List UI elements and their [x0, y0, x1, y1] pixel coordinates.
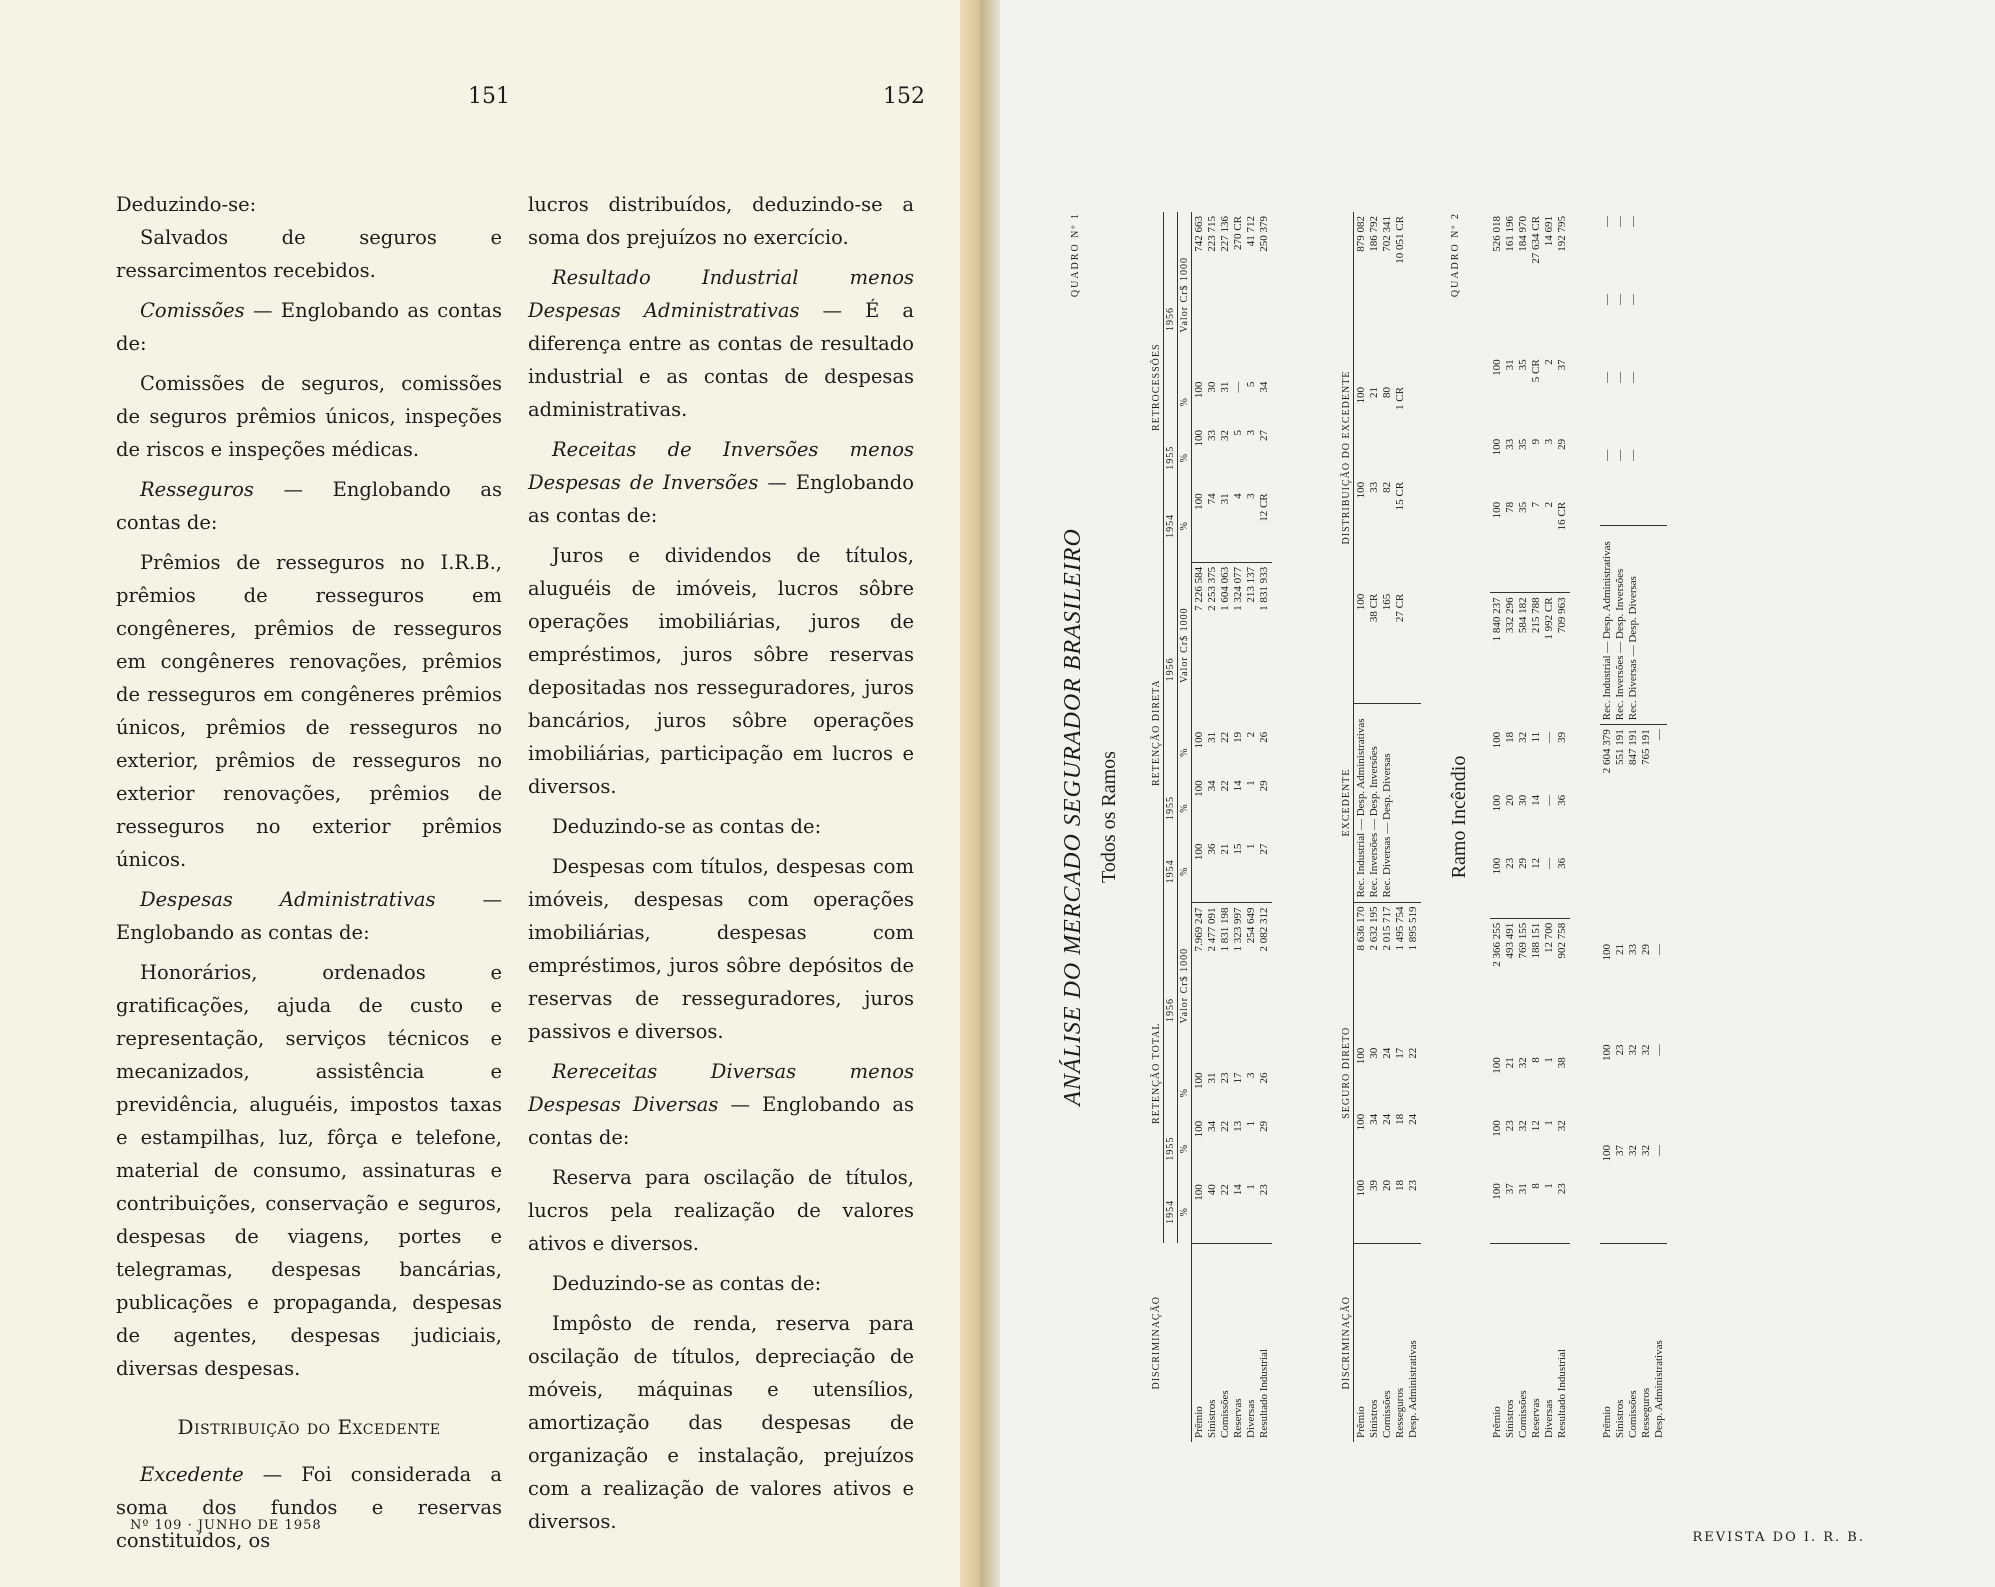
- journal-footer: REVISTA DO I. R. B.: [1692, 1530, 1865, 1545]
- page-number-152: 152: [883, 84, 925, 109]
- unit-header: %: [1178, 378, 1192, 426]
- data-column: — — —: [1601, 216, 1639, 227]
- term: Rereceitas Diversas menos Despesas Diversas: [528, 1060, 914, 1116]
- unit-header: %: [1178, 1180, 1192, 1243]
- data-column: 100 21 80 1 CR: [1355, 387, 1406, 410]
- data-column: — — —: [1601, 371, 1639, 383]
- data-column: 100 74 31 4 3 12 CR: [1192, 489, 1273, 562]
- paragraph: Deduzindo-se as contas de:: [552, 1272, 822, 1295]
- row-labels: Prêmio Sinistros Comissões Reservas Diversas Resultado Industrial: [1193, 1349, 1270, 1438]
- unit-header: %: [1178, 426, 1192, 489]
- paragraph: Salvados de seguros e ressarcimentos recebidos.: [116, 226, 502, 282]
- header-retencao-total: RETENÇÃO TOTAL: [1150, 903, 1164, 1244]
- paragraph: [116, 294, 502, 360]
- term: Comissões: [140, 299, 245, 322]
- data-column: 100 21 33 29 —: [1601, 944, 1665, 961]
- section-heading: Distribuição do Excedente: [177, 1415, 441, 1439]
- paragraph: Deduzindo-se:: [116, 193, 257, 216]
- data-column: 100 31 23 17 3 26: [1193, 1072, 1270, 1089]
- quadro-2-main-table: [1490, 212, 1570, 1442]
- term: Resseguros: [140, 478, 254, 501]
- data-column: 100 31 35 5 CR 2 37: [1491, 359, 1568, 383]
- paragraph: Honorários, ordenados e gratificações, ajuda de custo e representação, serviços técnicos e mecanizados, assistência e previdência, aluguéis, impostos taxas e estampilhas, luz, fôrça e telefone, material de consumo, assinaturas e contribuições, conservação e seguros, despesas de viagens, portes e telegramas, despesas bancárias, publicações e propaganda, despesas de agentes, despesas judiciais, diversas despesas.: [116, 961, 502, 1380]
- data-column: 879 082 186 792 702 341 10 051 CR: [1355, 216, 1406, 264]
- rotated-tables: [1040, 182, 1880, 1452]
- page-number-151: 151: [468, 84, 510, 109]
- year-header: 1956: [1164, 562, 1178, 776]
- paragraph: [116, 473, 502, 539]
- data-column: 100 33 35 9 3 29: [1491, 438, 1568, 456]
- data-column: 7 226 584 2 253 375 1 604 063 1 324 077 213 137 1 831 933: [1193, 566, 1270, 611]
- row-labels: Prêmio Sinistros Comissões Reservas Diversas Resultado Industrial: [1491, 1349, 1568, 1438]
- data-column: — — —: [1600, 446, 1667, 526]
- header-discriminacao: DISCRIMINAÇÃO: [1150, 1244, 1192, 1443]
- year-header: 1954: [1164, 840, 1178, 903]
- data-column: 100 34 24 18 24: [1355, 1113, 1419, 1131]
- data-column: 100 40 22 14 1 23: [1192, 1180, 1273, 1243]
- paragraph: Impôsto de renda, reserva para oscilação de títulos, depreciação de móveis, máquinas e utensílios, amortização das despesas de organização e instalação, prejuízos com a realização de valores ativos e diversos.: [528, 1312, 914, 1533]
- data-column: 100 30 24 17 22: [1355, 1047, 1419, 1065]
- data-column: 100 78 35 7 2 16 CR: [1490, 498, 1570, 593]
- unit-header: Valor Cr$ 1000: [1178, 562, 1192, 728]
- definition: — Englobando as contas de:: [116, 478, 502, 534]
- quadro-2-distribution-table: [1600, 212, 1667, 1442]
- ramo-title: Ramo Incêndio: [1448, 755, 1470, 879]
- header-discriminacao-2: DISCRIMINAÇÃO: [1340, 1244, 1354, 1443]
- data-column: 100 23 32 12 1 32: [1491, 1120, 1568, 1137]
- data-column: 100 34 22 13 1 29: [1193, 1120, 1270, 1138]
- data-column: 100 37 31 8 1 23: [1490, 1179, 1570, 1243]
- data-column: 100 38 CR 165 27 CR: [1354, 590, 1422, 703]
- year-header: 1955: [1164, 426, 1178, 489]
- term: Resultado Industrial menos Despesas Administrativas: [528, 266, 914, 322]
- definition: — Englobando as contas de:: [116, 299, 502, 355]
- unit-header: %: [1178, 840, 1192, 903]
- excedente-labels: Rec. Industrial — Desp. Administrativas Rec. Inversões — Desp. Inversões Rec. Diversas — Desp. Diversas: [1600, 526, 1667, 725]
- data-column: 100 20 30 14 — 36: [1491, 794, 1568, 812]
- paragraph: Prêmios de resseguros no I.R.B., prêmios de resseguros em congêneres, prêmios de resseguros em congêneres renovações, prêmios de resseguros em congêneres prêmios únicos, prêmios de resseguros no exterior, prêmios de resseguros no exterior renovações, prêmios de resseguros no exterior prêmios únicos.: [116, 551, 502, 871]
- table-title: ANÁLISE DO MERCADO SEGURADOR BRASILEIRO: [1060, 528, 1086, 1106]
- unit-header: %: [1178, 776, 1192, 839]
- data-column: 7.969 247 2 477 091 1 831 198 1 323 997 254 649 2 082 312: [1193, 907, 1270, 952]
- header-distribuicao: DISTRIBUIÇÃO DO EXCEDENTE: [1340, 212, 1354, 703]
- definition: — Englobando as contas de:: [528, 1093, 914, 1149]
- unit-header: %: [1178, 728, 1192, 776]
- paragraph: lucros distribuídos, deduzindo-se a soma dos prejuízos no exercício.: [528, 193, 914, 249]
- table-subtitle: Todos os Ramos: [1098, 751, 1120, 883]
- header-seguro-direto: SEGURO DIRETO: [1340, 902, 1354, 1243]
- book-gutter: [960, 0, 1000, 1587]
- data-column: 100 33 32 5 3 27: [1193, 430, 1270, 447]
- quadro-1-label: QUADRO Nº 1: [1070, 212, 1081, 298]
- data-column: 526 018 161 196 184 970 27 634 CR 14 691 192 795: [1491, 216, 1568, 264]
- data-column: 100 37 32 32 —: [1600, 1141, 1667, 1244]
- paragraph: [116, 1458, 502, 1557]
- paragraph: [116, 883, 502, 949]
- quadro-1-distribution-table: [1340, 212, 1421, 1442]
- year-header: 1954: [1164, 1180, 1178, 1243]
- unit-header: Valor Cr$ 1000: [1178, 212, 1192, 378]
- header-excedente: EXCEDENTE: [1340, 703, 1354, 902]
- year-header: 1956: [1164, 212, 1178, 426]
- definition: — Englobando as contas de:: [116, 888, 502, 944]
- data-column: 100 18 32 11 — 39: [1491, 731, 1568, 749]
- paragraph: [528, 433, 914, 532]
- issue-footer: Nº 109 · JUNHO DE 1958: [130, 1518, 322, 1533]
- year-header: 1955: [1164, 776, 1178, 839]
- data-column: 100 39 20 18 23: [1354, 1176, 1422, 1243]
- data-column: 8 636 170 2 632 195 2 015 717 1 495 754 1 895 519: [1355, 906, 1419, 951]
- term: Despesas Administrativas: [140, 888, 436, 911]
- definition: — É a diferença entre as contas de resultado industrial e as contas de despesas administrativas.: [528, 299, 914, 421]
- header-retrocessoes: RETROCESSÕES: [1150, 212, 1164, 562]
- definition: — Foi considerada a soma dos fundos e reservas constituídos, os: [116, 1463, 502, 1552]
- year-header: 1956: [1164, 903, 1178, 1117]
- unit-header: %: [1178, 489, 1192, 562]
- data-column: 100 23 32 32 —: [1601, 1044, 1665, 1062]
- data-column: 100 30 31 — 5 34: [1193, 381, 1270, 399]
- data-column: — — —: [1601, 293, 1639, 305]
- year-header: 1954: [1164, 489, 1178, 562]
- data-column: 100 34 22 14 1 29: [1193, 780, 1270, 797]
- definition: — Englobando as contas de:: [528, 471, 914, 527]
- data-column: 742 663 223 715 227 136 270 CR 41 712 250 379: [1193, 216, 1270, 252]
- unit-header: %: [1178, 1068, 1192, 1116]
- data-column: 1 840 237 332 296 584 182 215 788 1 992 CR 709 963: [1491, 597, 1568, 642]
- unit-header: %: [1178, 1117, 1192, 1180]
- data-column: 100 23 29 12 — 36: [1490, 854, 1570, 918]
- text-column-1: [116, 188, 502, 1557]
- quadro-1-main-table: [1150, 212, 1272, 1442]
- unit-header: Valor Cr$ 1000: [1178, 903, 1192, 1069]
- data-column: 2 366 255 493 491 769 155 188 151 12 700 902 758: [1491, 922, 1568, 967]
- header-retencao-direta: RETENÇÃO DIRETA: [1150, 562, 1164, 903]
- term: Receitas de Inversões menos Despesas de Inversões: [528, 438, 914, 494]
- paragraph: Despesas com títulos, despesas com imóveis, despesas com operações imobiliárias, despesas com empréstimos, juros sôbre depósitos de reservas de resseguradores, juros passivos e diversos.: [528, 855, 914, 1043]
- paragraph: Juros e dividendos de títulos, aluguéis de imóveis, lucros sôbre operações imobiliárias, juros de empréstimos, juros sôbre reservas depositadas nos resseguradores, juros bancários, juros sôbre operações imobiliárias, participação em lucros e diversos.: [528, 544, 914, 798]
- data-column: 2 604 379 551 191 847 191 765 191 —: [1601, 729, 1665, 774]
- quadro-2-label: QUADRO Nº 2: [1450, 212, 1461, 298]
- data-column: 100 36 21 15 1 27: [1192, 840, 1273, 903]
- data-column: 100 21 32 8 1 38: [1491, 1057, 1568, 1074]
- paragraph: [528, 261, 914, 426]
- text-column-2: [528, 188, 914, 1538]
- excedente-labels: Rec. Industrial — Desp. Administrativas Rec. Inversões — Desp. Inversões Rec. Diversas — Desp. Diversas: [1354, 703, 1422, 902]
- data-column: 100 33 82 15 CR: [1355, 481, 1406, 511]
- paragraph: Comissões de seguros, comissões de seguros prêmios únicos, inspeções de riscos e inspeções médicas.: [116, 372, 502, 461]
- term: Excedente: [140, 1463, 244, 1486]
- row-labels: Prêmio Sinistros Comissões Resseguros Desp. Administrativas: [1355, 1340, 1419, 1438]
- year-header: 1955: [1164, 1117, 1178, 1180]
- row-labels: Prêmio Sinistros Comissões Resseguros Desp. Administrativas: [1601, 1340, 1665, 1438]
- paragraph: Deduzindo-se as contas de:: [552, 815, 822, 838]
- paragraph: Reserva para oscilação de títulos, lucros pela realização de valores ativos e diversos.: [528, 1166, 914, 1255]
- data-column: 100 31 22 19 2 26: [1193, 731, 1270, 749]
- paragraph: [528, 1055, 914, 1154]
